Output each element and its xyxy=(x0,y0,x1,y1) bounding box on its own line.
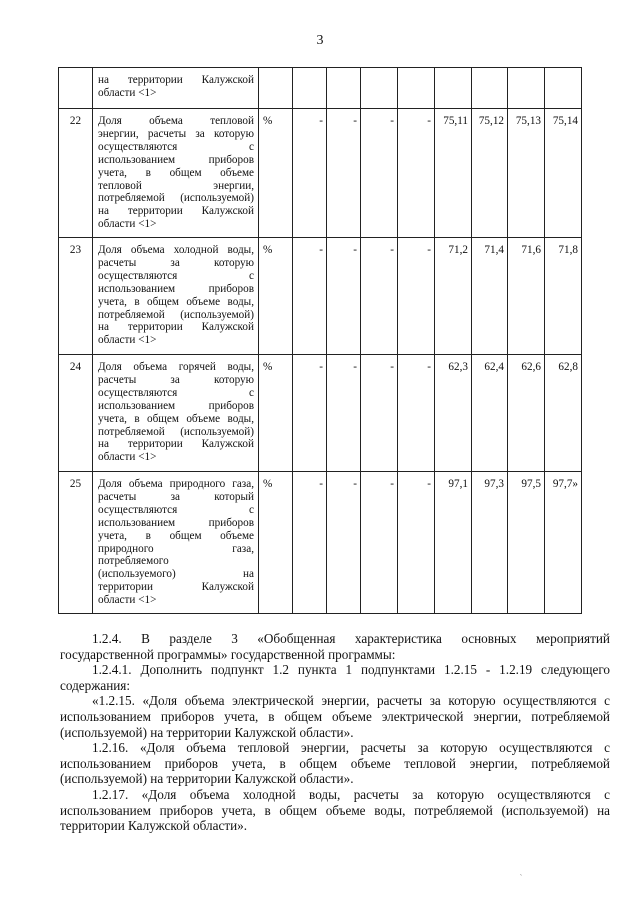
value-cell: - xyxy=(398,109,435,238)
value-cell: - xyxy=(361,355,398,472)
paragraph-1-2-17-end: территории Калужской области». xyxy=(60,818,248,834)
value-cell: 75,14 xyxy=(545,109,582,238)
description-line: потребляемой (используемой) xyxy=(98,425,254,438)
value-cell xyxy=(293,68,327,109)
value-cell: 62,6 xyxy=(508,355,545,472)
indicators-table xyxy=(58,67,582,614)
indicator-description xyxy=(93,68,259,109)
row-number xyxy=(59,68,93,109)
scan-mark: ˎ xyxy=(520,870,522,876)
value-cell: 75,13 xyxy=(508,109,545,238)
table-row xyxy=(59,109,582,238)
description-line: Доля объема холодной воды, xyxy=(98,244,254,256)
value-cell xyxy=(435,68,472,109)
indicator-description xyxy=(93,109,259,238)
value-cell: - xyxy=(327,472,361,614)
unit-cell: % xyxy=(259,238,293,355)
value-cell: - xyxy=(361,109,398,238)
unit-cell: % xyxy=(259,472,293,614)
value-cell xyxy=(361,68,398,109)
paragraph-1-2-4-cont: государственной программы» государственной программы: xyxy=(60,646,396,662)
value-cell: 97,7» xyxy=(545,472,582,614)
description-line: потребляемой (используемой) xyxy=(98,192,254,205)
unit-cell: % xyxy=(259,109,293,238)
table-row xyxy=(59,472,582,614)
table-row xyxy=(59,238,582,355)
description-line: потребляемого xyxy=(98,555,169,568)
amendment-text xyxy=(60,631,610,834)
value-cell: 71,8 xyxy=(545,238,582,355)
description-line: осуществляются с xyxy=(98,140,254,153)
description-line: области <1> xyxy=(98,594,157,607)
indicator-description xyxy=(93,238,259,355)
description-line: учета, в общем объеме воды, xyxy=(98,295,254,308)
row-number: 25 xyxy=(59,472,93,614)
description-line: учета, в общем объеме xyxy=(98,166,254,179)
unit-cell xyxy=(259,68,293,109)
description-line: потребляемой (используемой) xyxy=(98,308,254,321)
paragraph-1-2-15: «1.2.15. «Доля объема электрической энергии, расчеты за которую осуществляются с xyxy=(92,693,610,709)
description-line: тепловой энергии, xyxy=(98,179,254,192)
description-line: области <1> xyxy=(98,218,157,231)
paragraph-1-2-15-end: (используемой) на территории Калужской области». xyxy=(60,724,354,740)
indicator-description xyxy=(93,355,259,472)
value-cell: 62,3 xyxy=(435,355,472,472)
paragraph-1-2-17: 1.2.17. «Доля объема холодной воды, расчеты за которую осуществляются с xyxy=(92,786,610,802)
description-line: осуществляются с xyxy=(98,269,254,282)
value-cell: 97,3 xyxy=(472,472,508,614)
paragraph-1-2-16: 1.2.16. «Доля объема тепловой энергии, расчеты за которую осуществляются с xyxy=(92,740,610,756)
value-cell: 71,6 xyxy=(508,238,545,355)
description-line: на территории Калужской xyxy=(98,438,254,451)
indicator-description xyxy=(93,472,259,614)
description-line: энергии, расчеты за которую xyxy=(98,127,254,140)
description-line: учета, в общем объеме xyxy=(98,529,254,542)
value-cell: - xyxy=(293,238,327,355)
description-line: области <1> xyxy=(98,334,157,347)
description-line: учета, в общем объеме воды, xyxy=(98,412,254,425)
value-cell: - xyxy=(327,109,361,238)
table-row xyxy=(59,68,582,109)
description-line: области <1> xyxy=(98,451,157,464)
value-cell: - xyxy=(327,238,361,355)
value-cell: - xyxy=(398,472,435,614)
row-number: 22 xyxy=(59,109,93,238)
paragraph-1-2-4-1: 1.2.4.1. Дополнить подпункт 1.2 пункта 1 подпунктами 1.2.15 - 1.2.19 следующего xyxy=(92,662,610,678)
value-cell xyxy=(398,68,435,109)
description-line: области <1> xyxy=(98,86,157,99)
value-cell: 62,4 xyxy=(472,355,508,472)
paragraph-1-2-16-cont: использованием приборов учета, в общем объеме тепловой энергии, потребляемой xyxy=(60,755,610,771)
value-cell: - xyxy=(398,238,435,355)
unit-cell: % xyxy=(259,355,293,472)
value-cell: 97,1 xyxy=(435,472,472,614)
value-cell: - xyxy=(293,355,327,472)
row-number: 24 xyxy=(59,355,93,472)
paragraph-1-2-16-end: (используемой) на территории Калужской области». xyxy=(60,771,354,787)
description-line: использованием приборов xyxy=(98,516,254,529)
description-line: расчеты за которую xyxy=(98,256,254,269)
value-cell xyxy=(472,68,508,109)
description-line: на территории Калужской xyxy=(98,74,254,86)
description-line: использованием приборов xyxy=(98,282,254,295)
description-line: использованием приборов xyxy=(98,399,254,412)
value-cell: 62,8 xyxy=(545,355,582,472)
value-cell: 75,12 xyxy=(472,109,508,238)
table-row xyxy=(59,355,582,472)
value-cell: 75,11 xyxy=(435,109,472,238)
value-cell: - xyxy=(361,472,398,614)
value-cell xyxy=(545,68,582,109)
value-cell: - xyxy=(398,355,435,472)
value-cell xyxy=(508,68,545,109)
value-cell: - xyxy=(361,238,398,355)
page-number: 3 xyxy=(316,33,324,48)
description-line: (используемого) на xyxy=(98,568,254,581)
row-number: 23 xyxy=(59,238,93,355)
description-line: осуществляются с xyxy=(98,503,254,516)
value-cell: - xyxy=(327,355,361,472)
paragraph-1-2-17-cont: использованием приборов учета, в общем объеме воды, потребляемой (используемой) на xyxy=(60,802,610,818)
paragraph-1-2-4: 1.2.4. В разделе 3 «Обобщенная характеристика основных мероприятий xyxy=(92,631,610,646)
value-cell: - xyxy=(293,472,327,614)
description-line: Доля объема горячей воды, xyxy=(98,361,254,373)
paragraph-1-2-15-cont: использованием приборов учета, в общем объеме электрической энергии, потребляемой xyxy=(60,708,610,724)
value-cell: 97,5 xyxy=(508,472,545,614)
description-line: на территории Калужской xyxy=(98,205,254,218)
description-line: осуществляются с xyxy=(98,386,254,399)
description-line: Доля объема тепловой xyxy=(98,115,254,127)
paragraph-1-2-4-1-cont: содержания: xyxy=(60,677,131,693)
description-line: природного газа, xyxy=(98,542,254,555)
value-cell: - xyxy=(293,109,327,238)
description-line: территории Калужской xyxy=(98,581,254,594)
description-line: использованием приборов xyxy=(98,153,254,166)
value-cell: 71,2 xyxy=(435,238,472,355)
description-line: расчеты за который xyxy=(98,490,254,503)
value-cell xyxy=(327,68,361,109)
description-line: Доля объема природного газа, xyxy=(98,478,254,490)
value-cell: 71,4 xyxy=(472,238,508,355)
description-line: на территории Калужской xyxy=(98,321,254,334)
description-line: расчеты за которую xyxy=(98,373,254,386)
